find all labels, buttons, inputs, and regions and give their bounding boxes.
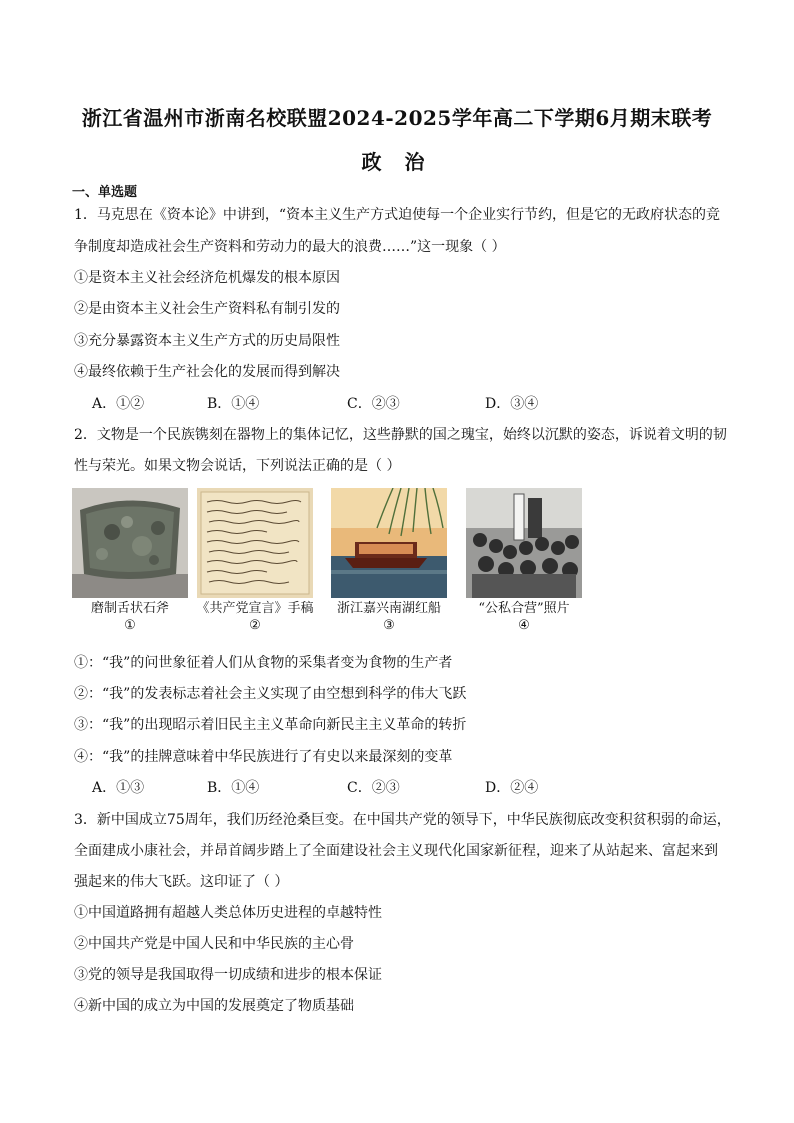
subject-title: 政 治	[361, 150, 433, 174]
q1-stem-line-1: 1．马克思在《资本论》中讲到，“资本主义生产方式迫使每一个企业实行节约，但是它的无政府状态的竞	[74, 207, 721, 223]
exam-title: 浙江省温州市浙南名校联盟2024-2025学年高二下学期6月期末联考	[81, 106, 713, 130]
figure-3-number: ③	[383, 618, 395, 633]
q2-option-a[interactable]: A．①③	[92, 780, 145, 796]
q2-option-d[interactable]: D．②④	[485, 780, 539, 796]
figure-3-caption: 浙江嘉兴南湖红船	[336, 601, 441, 616]
q2-item-3: ③：“我”的出现昭示着旧民主主义革命向新民主主义革命的转折	[74, 717, 467, 733]
q1-item-4: ④最终依赖于生产社会化的发展而得到解决	[74, 364, 340, 380]
figure-4-caption: “公私合营”照片	[478, 601, 570, 616]
manuscript-photo	[197, 488, 313, 598]
figure-2-caption: 《共产党宣言》手稿	[196, 601, 314, 616]
q3-stem-line-2: 全面建成小康社会，并昂首阔步踏上了全面建设社会主义现代化国家新征程，迎来了从站起来、富起来到	[74, 843, 718, 859]
q2-stem-line-2: 性与荣光。如果文物会说话，下列说法正确的是（ ）	[74, 458, 401, 474]
stone-axe-photo	[72, 488, 188, 598]
q2-option-c[interactable]: C．②③	[347, 780, 400, 796]
q1-option-b[interactable]: B．①④	[207, 396, 260, 412]
figure-4-number: ④	[518, 618, 530, 633]
q1-option-c[interactable]: C．②③	[347, 396, 400, 412]
q1-item-1: ①是资本主义社会经济危机爆发的根本原因	[74, 270, 340, 286]
crowd-photo	[466, 488, 582, 598]
q3-stem-line-3: 强起来的伟大飞跃。这印证了（ ）	[74, 874, 289, 890]
q2-item-4: ④：“我”的挂牌意味着中华民族进行了有史以来最深刻的变革	[74, 749, 453, 765]
figure-caption-4	[449, 600, 599, 634]
figure-2-number: ②	[249, 618, 261, 633]
q2-stem-line-1: 2．文物是一个民族镌刻在器物上的集体记忆，这些静默的国之瑰宝，始终以沉默的姿态，诉说着文明的韧	[74, 427, 727, 443]
q3-item-4: ④新中国的成立为中国的发展奠定了物质基础	[74, 998, 354, 1014]
q1-item-2: ②是由资本主义社会生产资料私有制引发的	[74, 301, 340, 317]
red-boat-photo	[331, 488, 447, 598]
q2-item-2: ②：“我”的发表标志着社会主义实现了由空想到科学的伟大飞跃	[74, 686, 467, 702]
q3-item-1: ①中国道路拥有超越人类总体历史进程的卓越特性	[74, 905, 382, 921]
figure-caption-2	[180, 600, 330, 634]
figure-1-number: ①	[124, 618, 136, 633]
q3-item-3: ③党的领导是我国取得一切成绩和进步的根本保证	[74, 967, 382, 983]
q1-option-a[interactable]: A．①②	[92, 396, 145, 412]
q1-item-3: ③充分暴露资本主义生产方式的历史局限性	[74, 333, 340, 349]
q2-option-b[interactable]: B．①④	[207, 780, 260, 796]
figure-1-caption: 磨制舌状石斧	[90, 601, 169, 616]
q3-stem-line-1: 3．新中国成立75周年，我们历经沧桑巨变。在中国共产党的领导下，中华民族彻底改变积贫积弱的命运，	[74, 812, 731, 828]
q2-item-1: ①：“我”的问世象征着人们从食物的采集者变为食物的生产者	[74, 655, 453, 671]
figure-caption-3	[314, 600, 464, 634]
q3-item-2: ②中国共产党是中国人民和中华民族的主心骨	[74, 936, 354, 952]
q1-stem-line-2: 争制度却造成社会生产资料和劳动力的最大的浪费……”这一现象（ ）	[74, 239, 506, 255]
section-heading: 一、单选题	[72, 185, 138, 200]
q1-option-d[interactable]: D．③④	[485, 396, 539, 412]
